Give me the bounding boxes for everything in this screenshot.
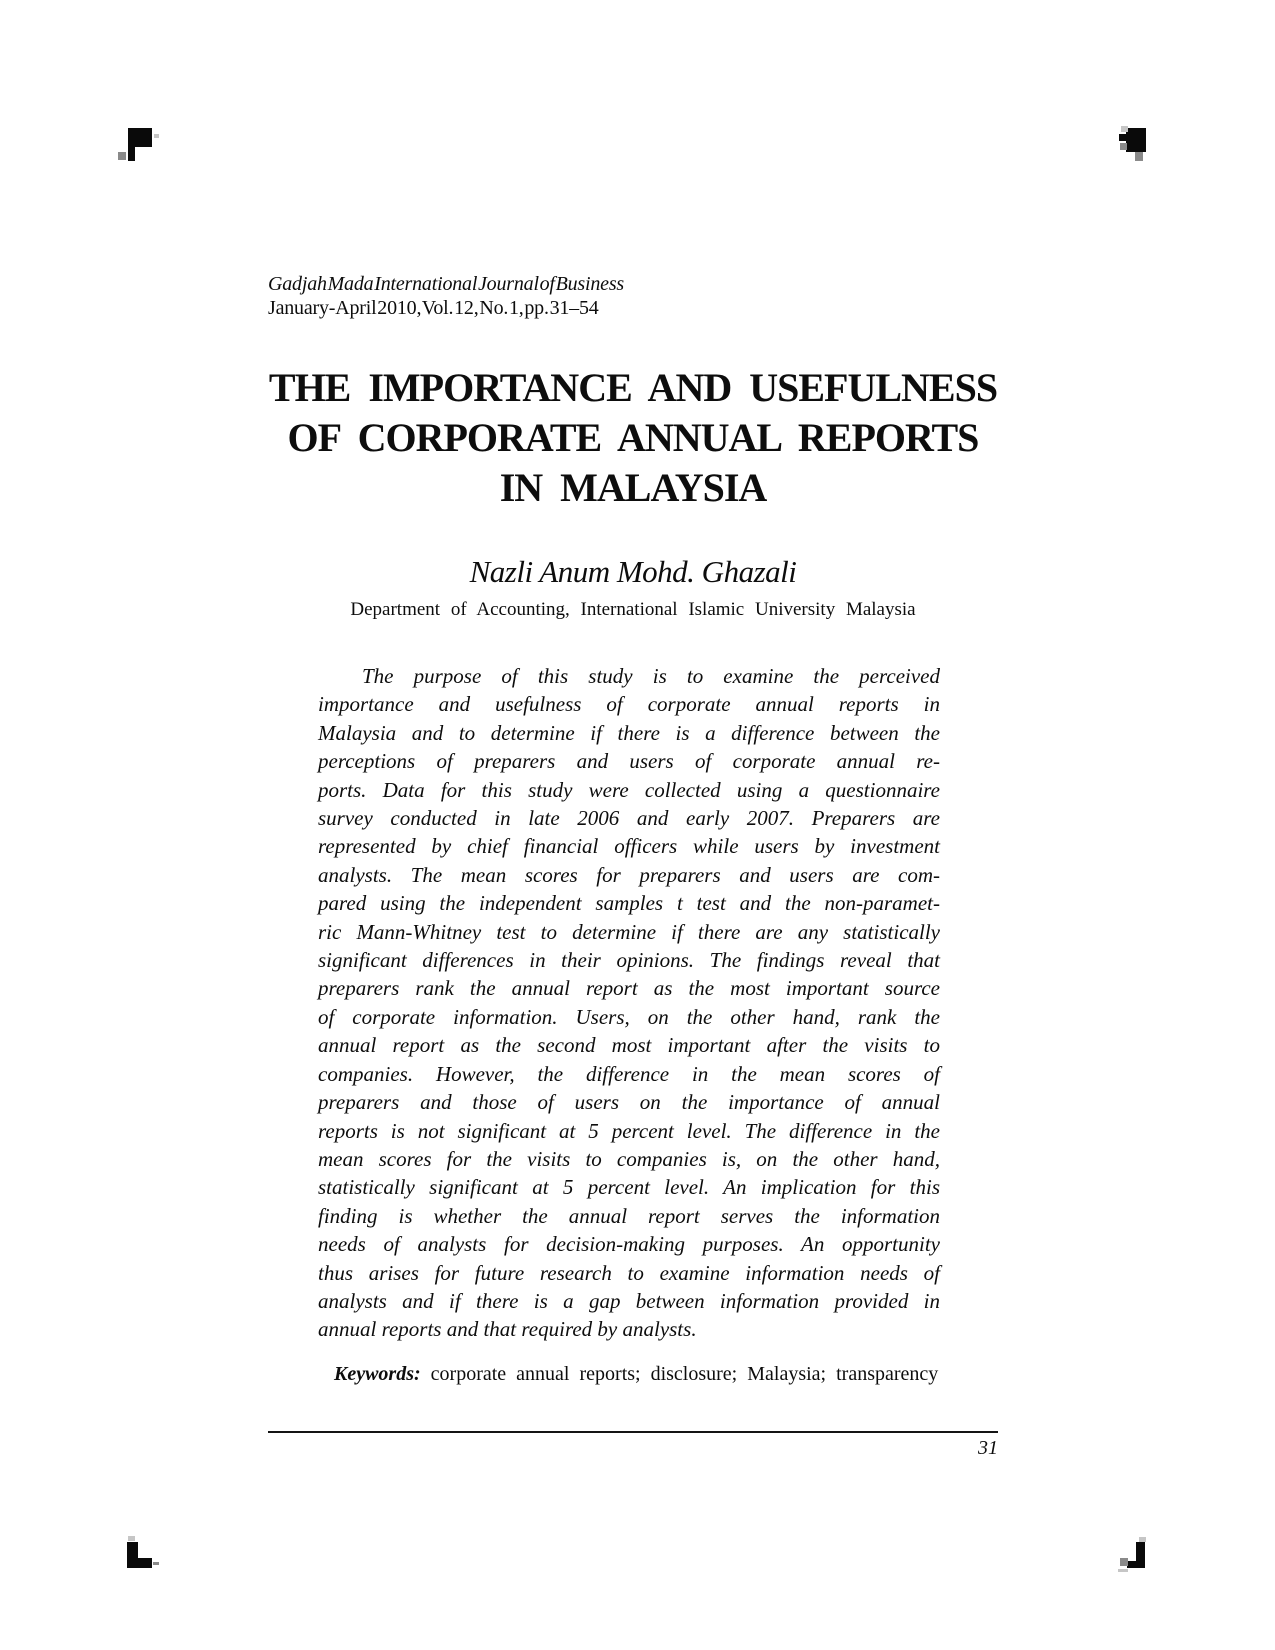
abstract-line: analysts and if there is a gap between information provided in xyxy=(318,1288,940,1313)
article-title-line-1: THE IMPORTANCE AND USEFULNESS xyxy=(268,365,998,410)
abstract-line: annual report as the second most important after the visits to xyxy=(318,1033,940,1058)
abstract-line: ric Mann-Whitney test to determine if there are any statistically xyxy=(318,919,940,944)
abstract-line: needs of analysts for decision-making purposes. An opportunity xyxy=(318,1232,940,1257)
author-affiliation: Department of Accounting, International Islamic University Malaysia xyxy=(350,599,916,620)
abstract-line: thus arises for future research to examine information needs of xyxy=(318,1260,940,1285)
running-head xyxy=(268,272,624,320)
abstract-line: significant differences in their opinions. The findings reveal that xyxy=(318,948,940,973)
abstract-line: represented by chief financial officers while users by investment xyxy=(318,834,940,859)
article-title-line-2: OF CORPORATE ANNUAL REPORTS xyxy=(287,415,979,460)
abstract-line: analysts. The mean scores for preparers and users are com- xyxy=(318,862,940,887)
abstract-line: perceptions of preparers and users of corporate annual re- xyxy=(318,749,940,774)
abstract-line: of corporate information. Users, on the other hand, rank the xyxy=(318,1004,940,1029)
abstract-line: pared using the independent samples t test and the non-paramet- xyxy=(318,891,940,916)
abstract-line: companies. However, the difference in the mean scores of xyxy=(318,1061,940,1086)
journal-name: Gadjah Mada International Journal of Business xyxy=(268,273,624,295)
author-name: Nazli Anum Mohd. Ghazali xyxy=(469,554,797,589)
abstract-line: survey conducted in late 2006 and early 2007. Preparers are xyxy=(318,806,940,831)
abstract-line: mean scores for the visits to companies is, on the other hand, xyxy=(318,1146,940,1171)
abstract-line: importance and usefulness of corporate annual reports in xyxy=(318,692,940,717)
keywords-text: corporate annual reports; disclosure; Malaysia; transparency xyxy=(430,1363,939,1385)
abstract-line: ports. Data for this study were collected using a questionnaire xyxy=(318,777,940,802)
abstract-line: reports is not significant at 5 percent level. The difference in the xyxy=(318,1118,940,1143)
keywords-label: Keywords: xyxy=(334,1363,421,1385)
abstract-line: statistically significant at 5 percent level. An implication for this xyxy=(318,1175,940,1200)
abstract-line: annual reports and that required by analysts. xyxy=(318,1317,697,1342)
abstract-line: Malaysia and to determine if there is a difference between the xyxy=(318,720,940,745)
abstract-line: The purpose of this study is to examine the perceived xyxy=(362,664,940,688)
keywords-line xyxy=(334,1362,944,1386)
footer-rule xyxy=(268,1431,998,1433)
abstract-line: preparers rank the annual report as the most important source xyxy=(318,976,940,1001)
journal-issue-line: January-April 2010, Vol. 12, No. 1, pp. 31–54 xyxy=(268,297,599,319)
article-title-line-3: IN MALAYSIA xyxy=(499,465,767,510)
page-number: 31 xyxy=(978,1437,998,1459)
abstract xyxy=(318,662,940,1344)
abstract-line: finding is whether the annual report serves the information xyxy=(318,1203,940,1228)
article-title xyxy=(268,363,998,513)
abstract-line: preparers and those of users on the importance of annual xyxy=(318,1090,940,1115)
